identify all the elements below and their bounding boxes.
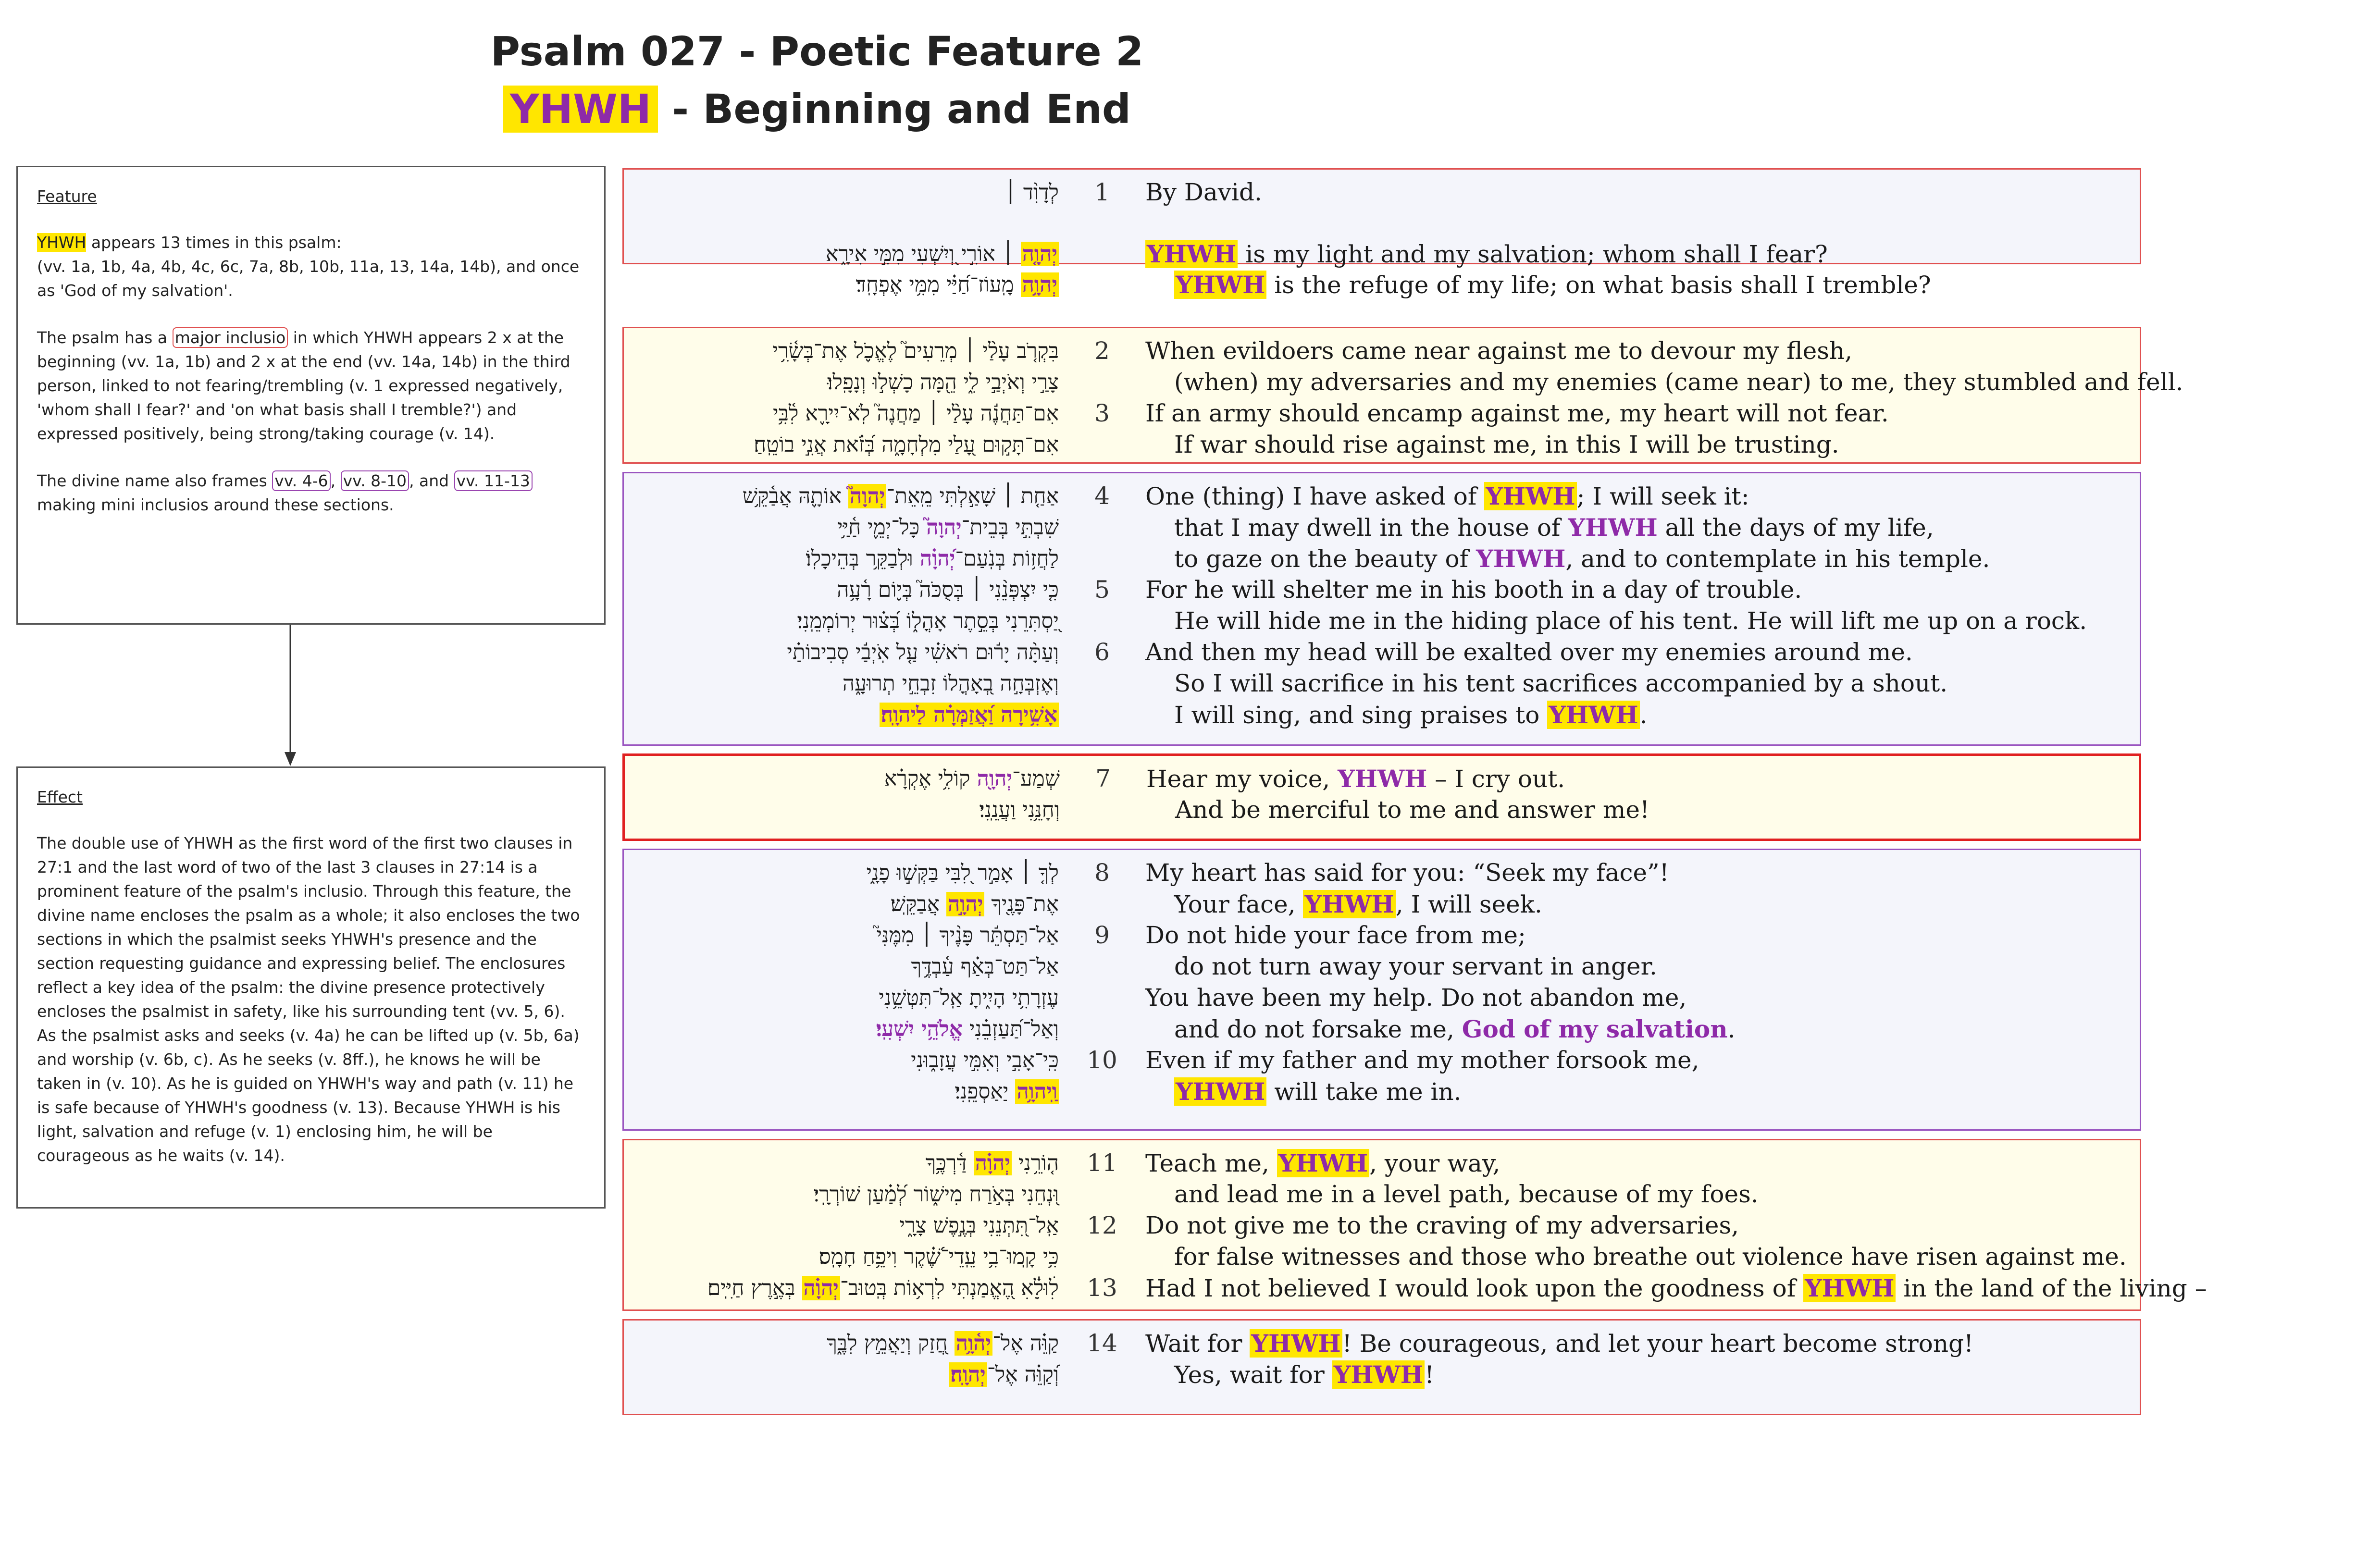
english-translation bbox=[1146, 763, 1565, 795]
hebrew-text bbox=[624, 951, 1059, 982]
text-segment: When evildoers came near against me to devour my flesh, bbox=[1145, 337, 1852, 365]
feature-text: The divine name also frames bbox=[37, 471, 273, 490]
text-segment: to gaze on the beauty of bbox=[1174, 545, 1476, 573]
hebrew-text bbox=[624, 543, 1059, 574]
text-segment: (when) my adversaries and my enemies (came near) to me, they stumbled and fell. bbox=[1174, 368, 2183, 396]
text-segment: וְעַתָּ֨ה יָר֬וּם רֹאשִׁ֗י עַ֤ל אֹֽיְבַ֬י סְבִיבוֹתַ֗י bbox=[787, 640, 1059, 665]
english-translation bbox=[1175, 794, 1649, 826]
hebrew-text bbox=[624, 512, 1059, 543]
english-translation bbox=[1174, 367, 2183, 398]
verse-number: 13 bbox=[1087, 1274, 1117, 1302]
text-segment: וְחָנֵּ֥נִי וַעֲנֵֽנִי׃ bbox=[979, 798, 1060, 822]
verse-line bbox=[625, 763, 2139, 794]
hebrew-text bbox=[624, 1013, 1059, 1045]
text-segment: My heart has said for you: “Seek my face”! bbox=[1145, 859, 1669, 887]
text-segment: בְּאֶ֣רֶץ חַיִּֽים׃ bbox=[707, 1276, 802, 1300]
hebrew-text bbox=[624, 335, 1059, 367]
divine-name-highlight: יְהוָה֮ bbox=[848, 484, 886, 508]
hebrew-text bbox=[624, 920, 1059, 951]
verse-number: 14 bbox=[1087, 1329, 1117, 1357]
hebrew-text bbox=[624, 699, 1059, 730]
text-segment: So I will sacrifice in his tent sacrifices accompanied by a shout. bbox=[1174, 669, 1948, 697]
english-translation bbox=[1145, 920, 1526, 951]
verse-number: 2 bbox=[1094, 337, 1110, 365]
psalm-section-3 bbox=[622, 472, 2141, 746]
verse-line bbox=[624, 335, 2140, 367]
verse-number: 8 bbox=[1094, 859, 1110, 887]
subtitle-text: - Beginning and End bbox=[658, 86, 1131, 133]
text-segment: יַאַסְפֵֽנִי׃ bbox=[955, 1079, 1016, 1104]
verse-number: 12 bbox=[1087, 1211, 1117, 1239]
major-inclusio-label: major inclusio bbox=[173, 327, 288, 348]
divine-name-highlight: YHWH bbox=[1174, 1077, 1266, 1106]
divine-name-highlight: יְהוָ֥ה bbox=[1021, 272, 1059, 297]
text-segment: מָֽעוֹז־חַ֝יַּ֗י מִמִּ֥י אֶפְחָֽד׃ bbox=[856, 272, 1021, 297]
text-segment: I will sing, and sing praises to bbox=[1174, 701, 1548, 729]
verse-number: 7 bbox=[1095, 765, 1111, 792]
verse-line bbox=[624, 1179, 2140, 1210]
hebrew-text bbox=[624, 605, 1059, 637]
text-segment: And then my head will be exalted over my enemies around me. bbox=[1145, 638, 1913, 666]
feature-heading: Feature bbox=[37, 187, 97, 206]
verse-number: 11 bbox=[1087, 1149, 1117, 1177]
text-segment: . bbox=[1727, 1015, 1736, 1043]
text-segment: Do not give me to the craving of my adversaries, bbox=[1145, 1211, 1739, 1239]
psalm-section-6 bbox=[622, 1139, 2207, 1311]
english-translation bbox=[1145, 398, 1889, 429]
english-translation bbox=[1174, 1359, 1434, 1391]
verse-line bbox=[624, 951, 2140, 982]
divine-name-purple: אֱלֹהֵ֥י יִשְׁעִֽי׃ bbox=[876, 1017, 963, 1041]
text-segment: וְ֝קַוֵּ֗ה אֶל־ bbox=[987, 1362, 1059, 1387]
text-segment: אַֽל־תִּ֭תְּנֵנִי בְּנֶ֣פֶשׁ צָרָ֑י bbox=[899, 1213, 1059, 1238]
text-segment: אִם־תָּק֣וּם עָ֭לַי מִלְחָמָ֑ה בְּ֝זֹ֗את אֲנִ֣י בוֹטֵֽחַ׃ bbox=[754, 432, 1059, 457]
effect-box bbox=[16, 766, 606, 1209]
verse-line bbox=[624, 1045, 2140, 1076]
text-segment: One (thing) I have asked of bbox=[1145, 482, 1485, 510]
verse-line bbox=[624, 177, 2140, 208]
hebrew-text bbox=[624, 889, 1059, 920]
verse-line bbox=[624, 1241, 2140, 1272]
text-segment: דַּ֫רְכֶּ֥ךָ bbox=[925, 1151, 974, 1175]
hebrew-text bbox=[624, 668, 1059, 699]
hebrew-text bbox=[624, 857, 1059, 889]
text-segment: אַל־תַּט־בְּאַ֗ף עַ֫בְדֶּ֥ךָ bbox=[911, 954, 1059, 979]
text-segment: אוֹתָ֪הּ אֲבַ֫קֵּ֥שׁ bbox=[742, 484, 848, 508]
feature-text: (vv. 1a, 1b, 4a, 4b, 4c, 6c, 7a, 8b, 10b, 11a, 13, 14a, 14b), and once as 'God of my salvation'. bbox=[37, 257, 580, 300]
text-segment: כִּֽי־אָבִ֣י וְאִמִּ֣י עֲזָב֑וּנִי bbox=[911, 1048, 1059, 1073]
divine-name-highlight: YHWH bbox=[1174, 271, 1266, 299]
divine-name-highlight: YHWH bbox=[1484, 482, 1576, 510]
hebrew-text bbox=[624, 367, 1059, 398]
text-segment: ! Be courageous, and let your heart become strong! bbox=[1342, 1330, 1974, 1358]
text-segment: and lead me in a level path, because of my foes. bbox=[1174, 1180, 1759, 1208]
hebrew-text bbox=[624, 1210, 1059, 1241]
verse-line bbox=[624, 920, 2140, 951]
hebrew-text bbox=[625, 794, 1060, 826]
english-translation bbox=[1145, 1045, 1699, 1076]
english-translation bbox=[1174, 889, 1542, 920]
verse-line bbox=[624, 668, 2140, 699]
english-translation bbox=[1145, 1328, 1973, 1359]
hebrew-text bbox=[624, 1045, 1059, 1076]
english-translation bbox=[1145, 238, 1828, 270]
hebrew-text bbox=[624, 429, 1059, 460]
text-segment: אַחַ֤ת ׀ שָׁאַ֣לְתִּי מֵֽאֵת־ bbox=[886, 484, 1059, 508]
hebrew-text bbox=[624, 1076, 1059, 1107]
divine-name-highlight: יְהוָ֗ה bbox=[974, 1151, 1012, 1175]
text-segment: Teach me, bbox=[1145, 1149, 1277, 1177]
psalm-section-5 bbox=[622, 849, 2141, 1131]
divine-name-purple: YHWH bbox=[1568, 513, 1658, 542]
hebrew-text bbox=[624, 1359, 1059, 1390]
feature-text: The psalm has a bbox=[37, 328, 173, 347]
text-segment: ! bbox=[1425, 1361, 1435, 1389]
text-segment: is my light and my salvation; whom shall I fear? bbox=[1238, 240, 1828, 268]
text-segment: , and to contemplate in his temple. bbox=[1565, 545, 1990, 573]
verse-line bbox=[625, 794, 2139, 826]
divine-name-highlight: וַֽיהוָ֥ה bbox=[1015, 1079, 1059, 1104]
text-segment: Had I not believed I would look upon the goodness of bbox=[1145, 1274, 1804, 1302]
hebrew-text bbox=[624, 481, 1059, 512]
english-translation bbox=[1145, 1210, 1739, 1241]
verse-line bbox=[624, 699, 2140, 730]
hebrew-text bbox=[624, 177, 1059, 208]
english-translation bbox=[1174, 543, 1990, 575]
text-segment: that I may dwell in the house of bbox=[1174, 514, 1568, 542]
divine-name-highlight: יְה֫וָ֥ה bbox=[955, 1331, 992, 1356]
text-segment: all the days of my life, bbox=[1657, 514, 1934, 542]
text-segment: Even if my father and my mother forsook me, bbox=[1145, 1046, 1699, 1074]
text-segment: וּ֭נְחֵנִי בְּאֹ֣רַח מִישׁ֑וֹר לְ֝מַ֗עַן שׁוֹרְרָֽי׃ bbox=[813, 1182, 1059, 1207]
hebrew-text bbox=[624, 1148, 1059, 1179]
verse-line bbox=[624, 238, 2140, 270]
text-segment: שְׁמַע־ bbox=[1012, 766, 1060, 791]
text-segment: will take me in. bbox=[1266, 1078, 1462, 1106]
divine-name-highlight: YHWH bbox=[1145, 240, 1238, 268]
text-segment: כִּ֥י קָֽמוּ־בִ֥י עֵֽדֵי־שֶׁ֝֗קֶר וִיפֵ֥חַ חָמָֽס׃ bbox=[818, 1245, 1059, 1269]
text-segment: צָרַ֣י וְאֹיְבַ֣י לִ֑י הֵ֖מָּה כָשְׁל֣וּ וְנָפָֽלוּ׃ bbox=[827, 370, 1059, 395]
range-vv-8-10: vv. 8-10 bbox=[341, 470, 409, 491]
text-segment: לְךָ֤ ׀ אָמַ֣ר לִ֭בִּי בַּקְּשׁ֣וּ פָנָ֑י bbox=[866, 861, 1059, 885]
verse-line bbox=[624, 637, 2140, 668]
verse-line bbox=[624, 367, 2183, 398]
verse-number: 10 bbox=[1087, 1046, 1117, 1074]
feature-text: in which YHWH appears 2 x at the beginning (vv. 1a, 1b) and 2 x at the end (vv. 14a, 14b) in the third person, linked to not fearing/trembling (v. 1 expressed negatively, 'whom shall I fear?' and 'on what basis shall I tremble?') and expressed positively, being strong/taking courage (v. 14). bbox=[37, 328, 570, 443]
text-segment: אֶת־פָּנֶ֖יךָ bbox=[984, 892, 1059, 916]
divine-name-highlight: YHWH bbox=[1277, 1149, 1369, 1177]
text-segment: , I will seek. bbox=[1395, 890, 1542, 918]
verse-line bbox=[624, 574, 2140, 605]
english-translation bbox=[1174, 269, 1931, 301]
text-segment: אֲבַקֵּֽשׁ׃ bbox=[890, 892, 946, 916]
english-translation bbox=[1174, 429, 1839, 460]
divine-name-highlight: יְהוָ֣ה bbox=[946, 892, 984, 916]
text-segment: אִם־תַּחֲנֶ֬ה עָלַ֨י ׀ מַחֲנֶה֮ לֹֽא־יִירָ֪א לִ֫בִּ֥י bbox=[773, 401, 1059, 426]
verse-line bbox=[624, 1076, 2140, 1107]
feature-text: making mini inclusios around these sections. bbox=[37, 495, 394, 514]
verse-line bbox=[624, 889, 2140, 920]
text-segment: He will hide me in the hiding place of his tent. He will lift me up on a rock. bbox=[1174, 607, 2087, 635]
verse-line bbox=[624, 429, 2140, 460]
english-translation bbox=[1174, 1013, 1736, 1045]
text-segment: do not turn away your servant in anger. bbox=[1174, 952, 1657, 980]
psalm-section-4 bbox=[622, 753, 2141, 841]
feature-text: , bbox=[330, 471, 341, 490]
divine-name-purple: YHWH bbox=[1476, 544, 1566, 573]
english-translation bbox=[1145, 637, 1913, 668]
english-translation bbox=[1174, 699, 1647, 731]
text-segment: Wait for bbox=[1145, 1330, 1250, 1358]
divine-name-highlight: YHWH bbox=[1250, 1329, 1342, 1358]
text-segment: וּלְבַקֵּ֥ר בְּהֵיכָלֽוֹ׃ bbox=[806, 546, 920, 571]
verse-line bbox=[624, 605, 2140, 637]
verse-number: 9 bbox=[1094, 921, 1110, 949]
verse-number: 4 bbox=[1094, 482, 1110, 510]
text-segment: in the land of the living – bbox=[1896, 1274, 2207, 1302]
text-segment: . bbox=[1639, 701, 1648, 729]
divine-name-highlight: YHWH bbox=[1332, 1360, 1425, 1389]
hebrew-text bbox=[624, 574, 1059, 605]
hebrew-text bbox=[624, 982, 1059, 1013]
english-translation bbox=[1174, 1241, 2127, 1272]
english-translation bbox=[1145, 982, 1686, 1013]
hebrew-text bbox=[624, 1272, 1059, 1304]
verse-line bbox=[624, 269, 2140, 300]
verse-line bbox=[624, 1013, 2140, 1045]
text-segment: If war should rise against me, in this I will be trusting. bbox=[1174, 431, 1839, 458]
divine-name-purple: יְהוָ֖ה bbox=[977, 766, 1013, 791]
text-segment: Do not hide your face from me; bbox=[1145, 921, 1526, 949]
text-segment: יַ֭סְתִּרֵנִי בְּסֵ֣תֶר אָהֳל֑וֹ בְּ֝צ֗וּר יְרוֹמְמֵֽנִי׃ bbox=[797, 609, 1059, 633]
divine-name-purple: יְהוָה֮ bbox=[926, 515, 962, 540]
hebrew-text bbox=[624, 398, 1059, 429]
text-segment: Yes, wait for bbox=[1174, 1361, 1332, 1389]
english-translation bbox=[1174, 951, 1657, 982]
text-segment: And be merciful to me and answer me! bbox=[1175, 796, 1650, 824]
divine-name-purple: God of my salvation bbox=[1462, 1015, 1728, 1043]
verse-line bbox=[624, 1359, 2140, 1390]
text-segment: – I cry out. bbox=[1427, 765, 1565, 793]
hebrew-text bbox=[624, 1241, 1059, 1272]
effect-paragraph: The double use of YHWH as the first word of the first two clauses in 27:1 and the last word of two of the last 3 clauses in 27:14 is a prominent feature of the psalm's inclusio. Through this feature, the divine name encloses the psalm as a whole; it also encloses the two sections in which the psalmist seeks YHWH's presence and the section requesting guidance and expressing belief. The enclosures reflect a key idea of the psalm: the divine presence protectively encloses the psalmist in safety, like his surrounding tent (vv. 5, 6). As the psalmist asks and seeks (v. 4a) he can be lifted up (v. 5b, 6a) and worship (v. 6b, c). As he seeks (v. 8ff.), he knows he will be taken in (v. 10). As he is guided on YHWH's way and path (v. 11) he is safe because of YHWH's goodness (v. 13). Because YHWH is his light, salvation and refuge (v. 1) enclosing him, he will be courageous as he waits (v. 14). bbox=[37, 834, 580, 1165]
text-segment: Hear my voice, bbox=[1146, 765, 1338, 793]
verse-line bbox=[624, 857, 2140, 889]
feature-text: , and bbox=[409, 471, 454, 490]
range-vv-11-13: vv. 11-13 bbox=[454, 470, 533, 491]
divine-name-highlight: אָשִׁ֥ירָה וַ֝אֲזַמְּרָ֗ה לַיהוָֽה׃ bbox=[880, 703, 1059, 727]
verse-number: 5 bbox=[1094, 576, 1110, 604]
verse-line bbox=[624, 398, 2140, 429]
verse-line bbox=[624, 982, 2140, 1013]
text-segment: and do not forsake me, bbox=[1174, 1015, 1462, 1043]
text-segment: For he will shelter me in his booth in a day of trouble. bbox=[1145, 576, 1802, 604]
yhwh-highlight: YHWH bbox=[37, 233, 87, 252]
text-segment: Your face, bbox=[1174, 890, 1303, 918]
psalm-section-1 bbox=[622, 168, 2141, 299]
verse-line bbox=[624, 208, 2140, 239]
psalm-section-2 bbox=[622, 327, 2183, 464]
text-segment: קַוֵּ֗ה אֶל־ bbox=[992, 1331, 1059, 1356]
text-segment: is the refuge of my life; on what basis shall I tremble? bbox=[1266, 271, 1931, 299]
page-title: Psalm 027 - Poetic Feature 2 bbox=[490, 28, 1144, 75]
verse-line bbox=[624, 1148, 2140, 1179]
divine-name-highlight: YHWH bbox=[1803, 1274, 1896, 1302]
hebrew-text bbox=[625, 763, 1060, 794]
range-vv-4-6: vv. 4-6 bbox=[272, 470, 330, 491]
text-segment: for false witnesses and those who breathe out violence have risen against me. bbox=[1174, 1243, 2127, 1271]
text-segment: שִׁבְתִּ֣י בְּבֵית־ bbox=[961, 515, 1059, 540]
english-translation bbox=[1174, 512, 1934, 543]
divine-name-highlight: יְהוָ֗ה bbox=[802, 1276, 840, 1300]
english-translation bbox=[1145, 1272, 2207, 1304]
verse-number: 1 bbox=[1094, 178, 1110, 206]
hebrew-text bbox=[624, 238, 1059, 270]
english-translation bbox=[1145, 1148, 1500, 1179]
english-translation bbox=[1174, 668, 1947, 699]
text-segment: , your way, bbox=[1369, 1149, 1500, 1177]
verse-line bbox=[624, 1272, 2207, 1304]
english-translation bbox=[1145, 481, 1749, 512]
english-translation bbox=[1174, 1179, 1759, 1210]
verse-line bbox=[624, 1210, 2140, 1241]
verse-line bbox=[624, 1328, 2140, 1359]
text-segment: אַל־תַּסְתֵּ֬ר פָּנֶ֨יךָ ׀ מִמֶּנִּי֮ bbox=[876, 923, 1059, 948]
hebrew-text bbox=[624, 1179, 1059, 1210]
english-translation bbox=[1174, 605, 2087, 637]
verse-number: 3 bbox=[1094, 399, 1110, 427]
text-segment: If an army should encamp against me, my heart will not fear. bbox=[1145, 399, 1889, 427]
hebrew-text bbox=[624, 1328, 1059, 1359]
english-translation bbox=[1145, 177, 1262, 208]
text-segment: ׀ אוֹרִ֣י וְ֭יִשְׁעִי מִמִּ֣י אִירָ֑א bbox=[826, 242, 1021, 266]
text-segment: עֶזְרָתִ֥י הָיִ֑יתָ אַֽל־תִּטְּשֵׁ֥נִי bbox=[879, 986, 1059, 1010]
text-segment: ; I will seek it: bbox=[1576, 482, 1749, 510]
text-segment: כִּ֤י יִצְפְּנֵ֨נִי ׀ בְּסֻכֹּה֮ בְּי֪וֹם רָ֫עָ֥ה bbox=[837, 578, 1059, 602]
english-translation bbox=[1174, 1076, 1462, 1108]
text-segment: וְאַל־תַּ֝עַזְבֵ֗נִי bbox=[962, 1017, 1059, 1041]
text-segment: וְאֶזְבְּחָ֣ה בְ֭אָהֳלוֹ זִבְחֵ֣י תְרוּעָ֑ה bbox=[842, 671, 1059, 696]
text-segment: לְדָוִ֨ד ׀ bbox=[1004, 180, 1059, 205]
verse-line bbox=[624, 543, 2140, 574]
text-segment: You have been my help. Do not abandon me, bbox=[1145, 984, 1687, 1012]
verse-line bbox=[624, 512, 2140, 543]
hebrew-text bbox=[624, 637, 1059, 668]
english-translation bbox=[1145, 574, 1802, 605]
divine-name-purple: YHWH bbox=[1338, 765, 1427, 793]
effect-heading: Effect bbox=[37, 788, 83, 806]
text-segment: לַחֲז֥וֹת בְּנֹֽעַם־ bbox=[955, 546, 1059, 571]
divine-name-purple: יְ֝הוָ֗ה bbox=[919, 546, 955, 571]
verse-line bbox=[624, 481, 2140, 512]
text-segment: ה֤וֹרֵ֥נִי bbox=[1011, 1151, 1059, 1175]
verse-number: 6 bbox=[1094, 638, 1110, 666]
text-segment: חֲ֭זַק וְיַאֲמֵ֣ץ לִבֶּ֑ךָ bbox=[827, 1331, 955, 1356]
feature-text: appears 13 times in this psalm: bbox=[86, 233, 342, 252]
divine-name-highlight: YHWH bbox=[1547, 701, 1639, 729]
divine-name-highlight: YHWH bbox=[1303, 890, 1395, 918]
text-segment: כָּל־יְמֵ֪י חַ֫יַּ֥י bbox=[837, 515, 927, 540]
text-segment: בִּקְרֹ֤ב עָלַ֨י ׀ מְרֵעִים֮ לֶאֱכֹ֪ל אֶת־בְּשָׂ֫רִ֥י bbox=[772, 339, 1059, 363]
psalm-section-7 bbox=[622, 1319, 2141, 1415]
text-segment: קוֹלִ֥י אֶקְרָ֗א bbox=[884, 766, 977, 791]
divine-name-tag: YHWH bbox=[503, 86, 658, 133]
english-translation bbox=[1145, 857, 1669, 889]
hebrew-text bbox=[624, 269, 1059, 300]
text-segment: לׅׄוּלֵׅ֗ׄאׅ הֶ֭אֱמַנְתִּי לִרְא֥וֹת בְּֽטוּב־ bbox=[840, 1276, 1059, 1300]
english-translation bbox=[1145, 335, 1852, 367]
divine-name-highlight: יְהוָֽה׃ bbox=[949, 1362, 987, 1387]
text-segment: By David. bbox=[1145, 178, 1262, 206]
divine-name-highlight: יְהוָ֤ה bbox=[1021, 242, 1059, 266]
